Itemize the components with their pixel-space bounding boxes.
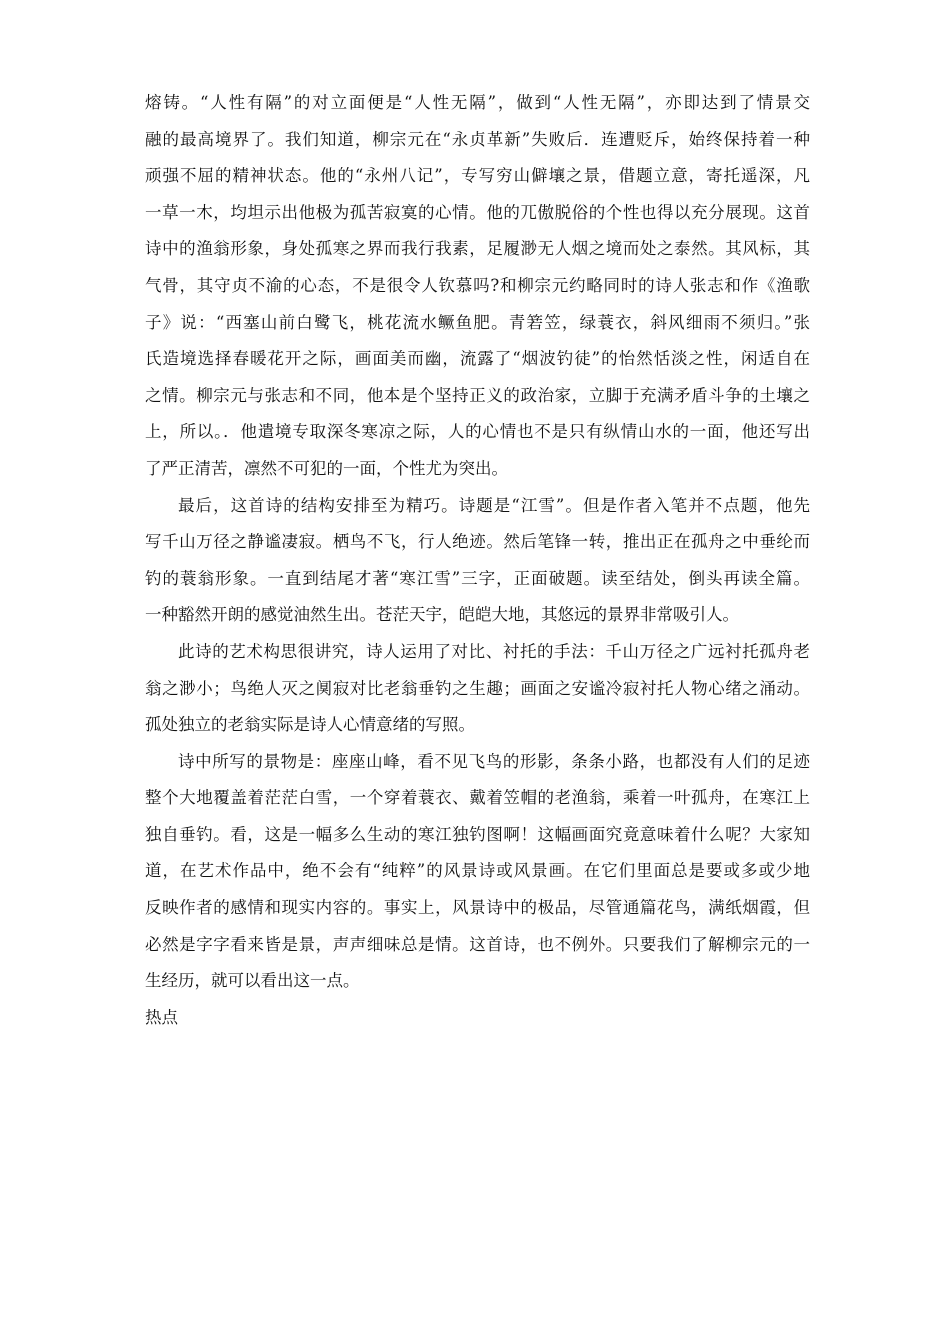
text-line: 一草一木，均坦示出他极为孤苦寂寞的心情。他的兀傲脱俗的个性也得以充分展现。这首 — [145, 202, 810, 222]
footer-label-text: 热点 — [145, 1007, 178, 1027]
text-line: 生经历，就可以看出这一点。 — [145, 971, 360, 991]
text-line: 必然是字字看来皆是景，声声细味总是情。这首诗，也不例外。只要我们了解柳宗元的一 — [145, 934, 810, 954]
text-line: 道，在艺术作品中，绝不会有“纯粹”的风景诗或风景画。在它们里面总是要或多或少地 — [145, 861, 810, 881]
text-line: 写千山万径之静谧凄寂。栖鸟不飞，行人绝迹。然后笔锋一转，推出正在孤舟之中垂纶而 — [145, 532, 810, 552]
text-line: 整个大地覆盖着茫茫白雪，一个穿着蓑衣、戴着笠帽的老渔翁，乘着一叶孤舟，在寒江上 — [145, 788, 810, 808]
text-line: 融的最高境界了。我们知道，柳宗元在“永贞革新”失败后．连遭贬斥，始终保持着一种 — [145, 129, 810, 149]
text-line: 反映作者的感情和现实内容的。事实上，风景诗中的极品，尽管通篇花鸟，满纸烟霞，但 — [145, 898, 810, 918]
text-line: 钓的蓑翁形象。一直到结尾才著“寒江雪”三字，正面破题。读至结处，倒头再读全篇。 — [145, 568, 810, 588]
text-line: 了严正清苦，凛然不可犯的一面，个性尤为突出。 — [145, 458, 508, 478]
text-line: 熔铸。“人性有隔”的对立面便是“人性无隔”，做到“人性无隔”，亦即达到了情景交 — [145, 93, 810, 112]
text-line: 氏造境选择春暖花开之际，画面美而幽，流露了“烟波钓徒”的怡然恬淡之性，闲适自在 — [145, 349, 810, 369]
text-line: 翁之渺小；鸟绝人灭之阒寂对比老翁垂钓之生趣；画面之安谧冷寂衬托人物心绪之涌动。 — [145, 678, 810, 698]
text-line: 最后，这首诗的结构安排至为精巧。诗题是“江雪”。但是作者入笔并不点题，他先 — [178, 495, 810, 515]
paragraph-4 — [145, 744, 810, 1000]
text-line: 上，所以。．他遣境专取深冬寒凉之际，人的心情也不是只有纵情山水的一面，他还写出 — [145, 422, 810, 442]
text-line: 诗中的渔翁形象，身处孤寒之界而我行我素，足履渺无人烟之境而处之泰然。其风标，其 — [145, 239, 810, 259]
text-line: 顽强不屈的精神状态。他的“永州八记”，专写穷山僻壤之景，借题立意，寄托遥深，凡 — [145, 166, 810, 186]
document-body — [145, 85, 810, 1036]
text-line: 之情。柳宗元与张志和不同，他本是个坚持正义的政治家，立脚于充满矛盾斗争的土壤之 — [145, 385, 810, 405]
text-line: 诗中所写的景物是：座座山峰，看不见飞鸟的形影，条条小路，也都没有人们的足迹 — [178, 751, 810, 771]
text-line: 独自垂钓。看，这是一幅多么生动的寒江独钓图啊！这幅画面究竟意味着什么呢？大家知 — [145, 824, 810, 844]
text-line: 此诗的艺术构思很讲究，诗人运用了对比、衬托的手法：千山万径之广远衬托孤舟老 — [178, 641, 810, 661]
text-line: 孤处独立的老翁实际是诗人心情意绪的写照。 — [145, 715, 475, 735]
text-line: 气骨，其守贞不渝的心态，不是很令人钦慕吗?和柳宗元约略同时的诗人张志和作《渔歌 — [145, 275, 810, 295]
footer-label — [145, 1000, 810, 1037]
paragraph-1 — [145, 85, 810, 488]
paragraph-3 — [145, 634, 810, 744]
paragraph-2 — [145, 488, 810, 634]
text-line: 子》说：“西塞山前白鹭飞，桃花流水鳜鱼肥。青箬笠，绿蓑衣，斜风细雨不须归。”张 — [145, 312, 810, 332]
text-line: 一种豁然开朗的感觉油然生出。苍茫天宇，皑皑大地，其悠远的景界非常吸引人。 — [145, 605, 739, 625]
